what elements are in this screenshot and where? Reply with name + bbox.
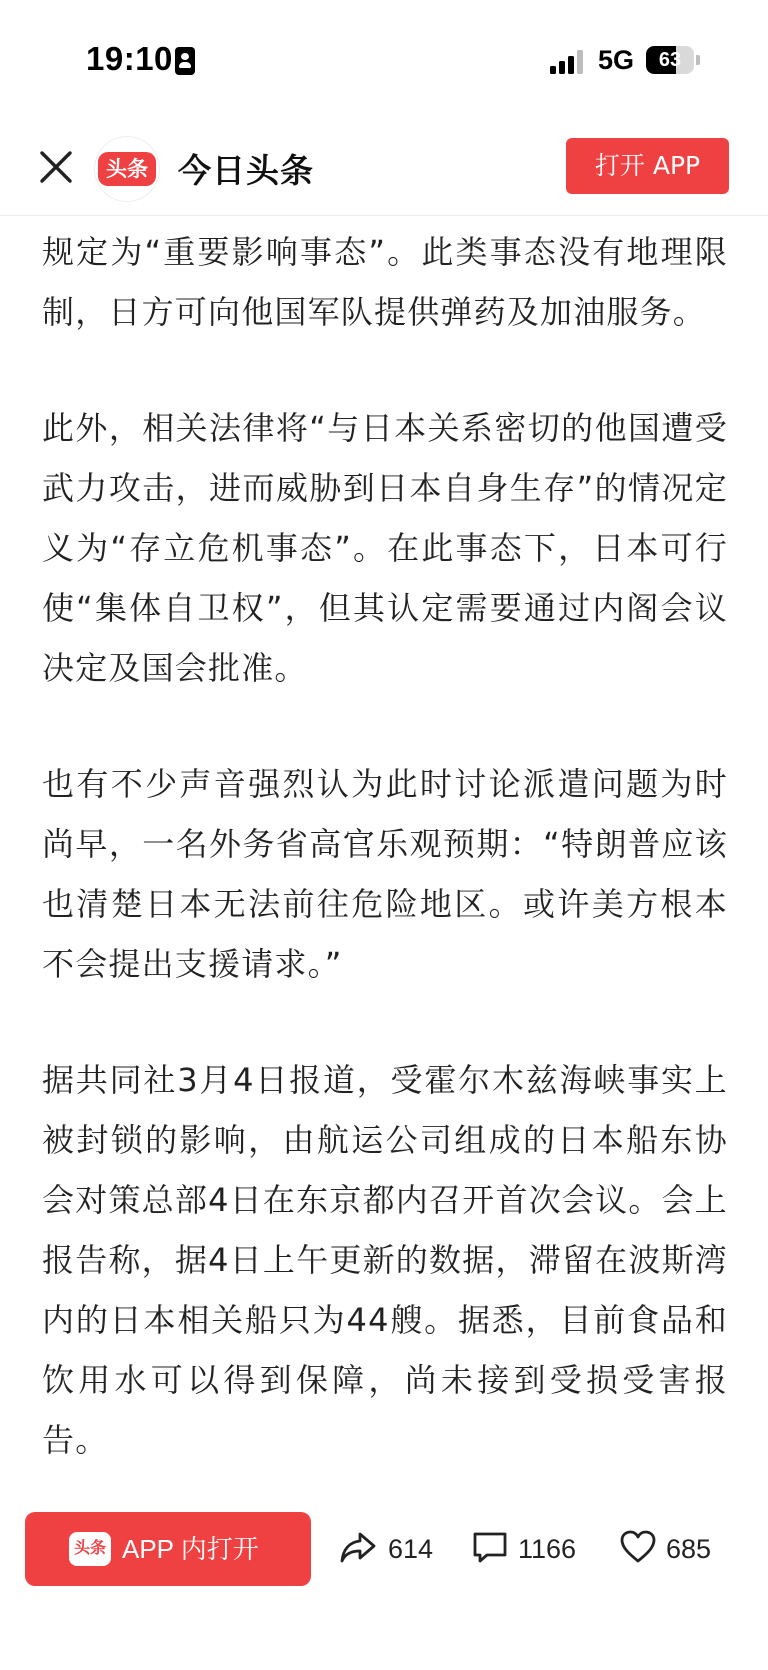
comment-count: 1166 bbox=[518, 1534, 577, 1564]
share-icon bbox=[338, 1527, 378, 1567]
status-bar bbox=[0, 0, 768, 120]
heart-icon bbox=[618, 1527, 658, 1567]
article-paragraph: 此外，相关法律将“与日本关系密切的他国遭受武力攻击，进而威胁到日本自身生存”的情况定义为“存立危机事态”。在此事态下，日本可行使“集体自卫权”，但其认定需要通过内阁会议决定及国会批准。 bbox=[42, 409, 728, 687]
battery-tip bbox=[696, 55, 700, 65]
open-app-button[interactable]: 打开 APP bbox=[566, 138, 729, 194]
like-button[interactable] bbox=[618, 1527, 728, 1571]
comment-button[interactable] bbox=[470, 1527, 590, 1571]
battery-level-text: 63 bbox=[658, 49, 682, 71]
article-body bbox=[42, 222, 728, 1526]
app-name: 今日头条 bbox=[178, 151, 314, 190]
open-in-app-button[interactable] bbox=[25, 1512, 311, 1586]
like-count: 685 bbox=[666, 1534, 712, 1564]
comment-icon bbox=[470, 1527, 510, 1567]
share-count: 614 bbox=[388, 1534, 434, 1564]
app-logo bbox=[95, 137, 159, 201]
id-card-icon bbox=[175, 47, 195, 75]
app-logo-text: 头条 bbox=[98, 152, 156, 186]
cellular-signal-icon bbox=[550, 50, 584, 74]
close-icon[interactable] bbox=[36, 147, 76, 187]
status-time: 19:10 bbox=[86, 40, 173, 77]
article-paragraph: 也有不少声音强烈认为此时讨论派遣问题为时尚早，一名外务省高官乐观预期：“特朗普应该也清楚日本无法前往危险地区。或许美方根本不会提出支援请求。” bbox=[42, 765, 728, 983]
share-button[interactable] bbox=[338, 1527, 438, 1571]
article-paragraph: 据共同社3月4日报道，受霍尔木兹海峡事实上被封锁的影响，由航运公司组成的日本船东协会对策总部4日在东京都内召开首次会议。会上报告称，据4日上午更新的数据，滞留在波斯湾内的日本相关船只为44艘。据悉，目前食品和饮用水可以得到保障，尚未接到受损受害报告。 bbox=[42, 1061, 728, 1459]
open-in-app-label: APP 内打开 bbox=[122, 1534, 259, 1564]
app-header bbox=[0, 125, 768, 216]
article-paragraph: 规定为“重要影响事态”。此类事态没有地理限制，日方可向他国军队提供弹药及加油服务。 bbox=[42, 233, 728, 331]
network-type: 5G bbox=[598, 45, 635, 75]
battery-icon bbox=[646, 46, 694, 74]
bottom-action-bar bbox=[0, 1500, 768, 1610]
toutiao-badge-icon: 头条 bbox=[69, 1532, 111, 1566]
